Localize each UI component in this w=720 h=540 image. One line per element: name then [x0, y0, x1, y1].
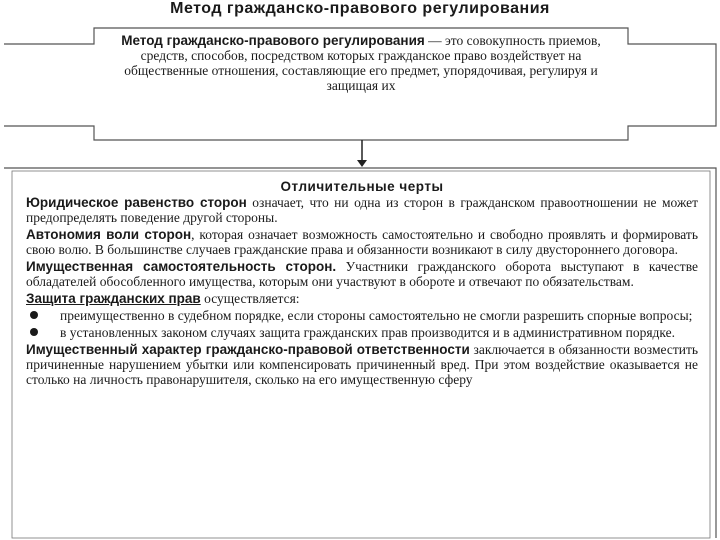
bullet-icon [30, 311, 38, 319]
feature-legal-equality: Юридическое равенство сторон означает, что ни одна из сторон в гражданском правоотношении не может предопределять поведение другой стороны. [26, 195, 698, 225]
feature-property-liability: Имущественный характер гражданско-правовой ответственности заключается в обязанности возместить причиненные нарушением убытки или компенсировать причиненный вред. При этом воздействие оказывается не столько на личность правонарушителя, сколько на его имущественную сферу [26, 342, 698, 387]
feature-property-independence: Имущественная самостоятельность сторон. Участники гражданского оборота выступают в качестве обладателей обособленного имущества, которым они участвуют в обороте и отвечают по обязательствам. [26, 259, 698, 289]
feature-autonomy: Автономия воли сторон, которая означает возможность самостоятельно и свободно проявлять и формировать свою волю. В большинстве случаев гражданские права и обязанности возникают в силу двустороннего договора. [26, 227, 698, 257]
arrow-head [357, 160, 367, 167]
features-section [26, 179, 698, 389]
definition-text [100, 33, 622, 93]
features-heading: Отличительные черты [280, 179, 444, 194]
definition-term: Метод гражданско-правового регулирования [121, 33, 425, 48]
feature-rights-protection: Защита гражданских прав осуществляется: [26, 291, 300, 306]
definition-body: — это совокупность приемов, средств, способов, посредством которых гражданское право воздействует на общественные отношения, составляющие его предмет, упорядочивая, регулируя и защищая их [124, 33, 601, 93]
bullet-item: преимущественно в судебном порядке, если стороны самостоятельно не смогли разрешить спорные вопросы; [26, 308, 698, 323]
bullet-icon [30, 328, 38, 336]
bullet-item: в установленных законом случаях защита гражданских прав производится и в административном порядке. [26, 325, 698, 340]
slide-title: Метод гражданско-правового регулирования [170, 0, 550, 17]
